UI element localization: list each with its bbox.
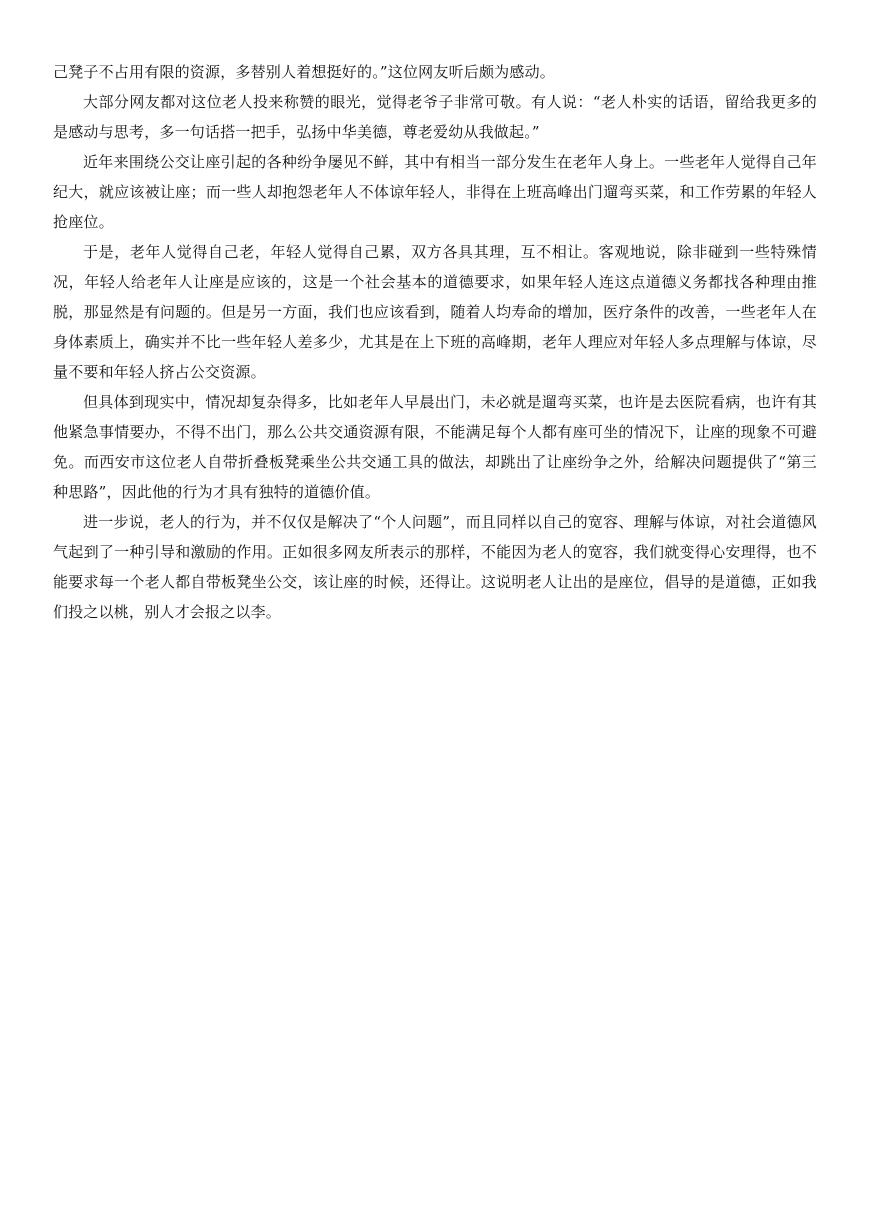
- paragraph: 己凳子不占用有限的资源，多替别人着想挺好的。”这位网友听后颇为感动。: [53, 63, 555, 81]
- paragraph: 于是，老年人觉得自己老，年轻人觉得自己累，双方各具其理，互不相让。客观地说，除非碰到一些特殊情况，年轻人给老年人让座是应该的，这是一个社会基本的道德要求，如果年轻人连这点道德义务都找各种理由推脱，那显然是有问题的。但是另一方面，我们也应该看到，随着人均寿命的增加，医疗条件的改善，一些老年人在身体素质上，确实并不比一些年轻人差多少，尤其是在上下班的高峰期，老年人理应对年轻人多点理解与体谅，尽量不要和年轻人挤占公交资源。: [53, 243, 817, 381]
- paragraph: 但具体到现实中，情况却复杂得多，比如老年人早晨出门，未必就是遛弯买菜，也许是去医院看病，也许有其他紧急事情要办，不得不出门，那么公共交通资源有限，不能满足每个人都有座可坐的情况下，让座的现象不可避免。而西安市这位老人自带折叠板凳乘坐公共交通工具的做法，却跳出了让座纷争之外，给解决问题提供了“第三种思路”，因此他的行为才具有独特的道德价值。: [53, 393, 817, 501]
- paragraph: 进一步说，老人的行为，并不仅仅是解决了“个人问题”，而且同样以自己的宽容、理解与体谅，对社会道德风气起到了一种引导和激励的作用。正如很多网友所表示的那样，不能因为老人的宽容，我们就变得心安理得，也不能要求每一个老人都自带板凳坐公交，该让座的时候，还得让。这说明老人让出的是座位，倡导的是道德，正如我们投之以桃，别人才会报之以李。: [53, 513, 817, 621]
- paragraph: 大部分网友都对这位老人投来称赞的眼光，觉得老爷子非常可敬。有人说：“老人朴实的话语，留给我更多的是感动与思考，多一句话搭一把手，弘扬中华美德，尊老爱幼从我做起。”: [53, 93, 817, 141]
- article-body: [53, 57, 817, 627]
- paragraph: 近年来围绕公交让座引起的各种纷争屡见不鲜，其中有相当一部分发生在老年人身上。一些老年人觉得自己年纪大，就应该被让座；而一些人却抱怨老年人不体谅年轻人，非得在上班高峰出门遛弯买菜，和工作劳累的年轻人抢座位。: [53, 153, 817, 231]
